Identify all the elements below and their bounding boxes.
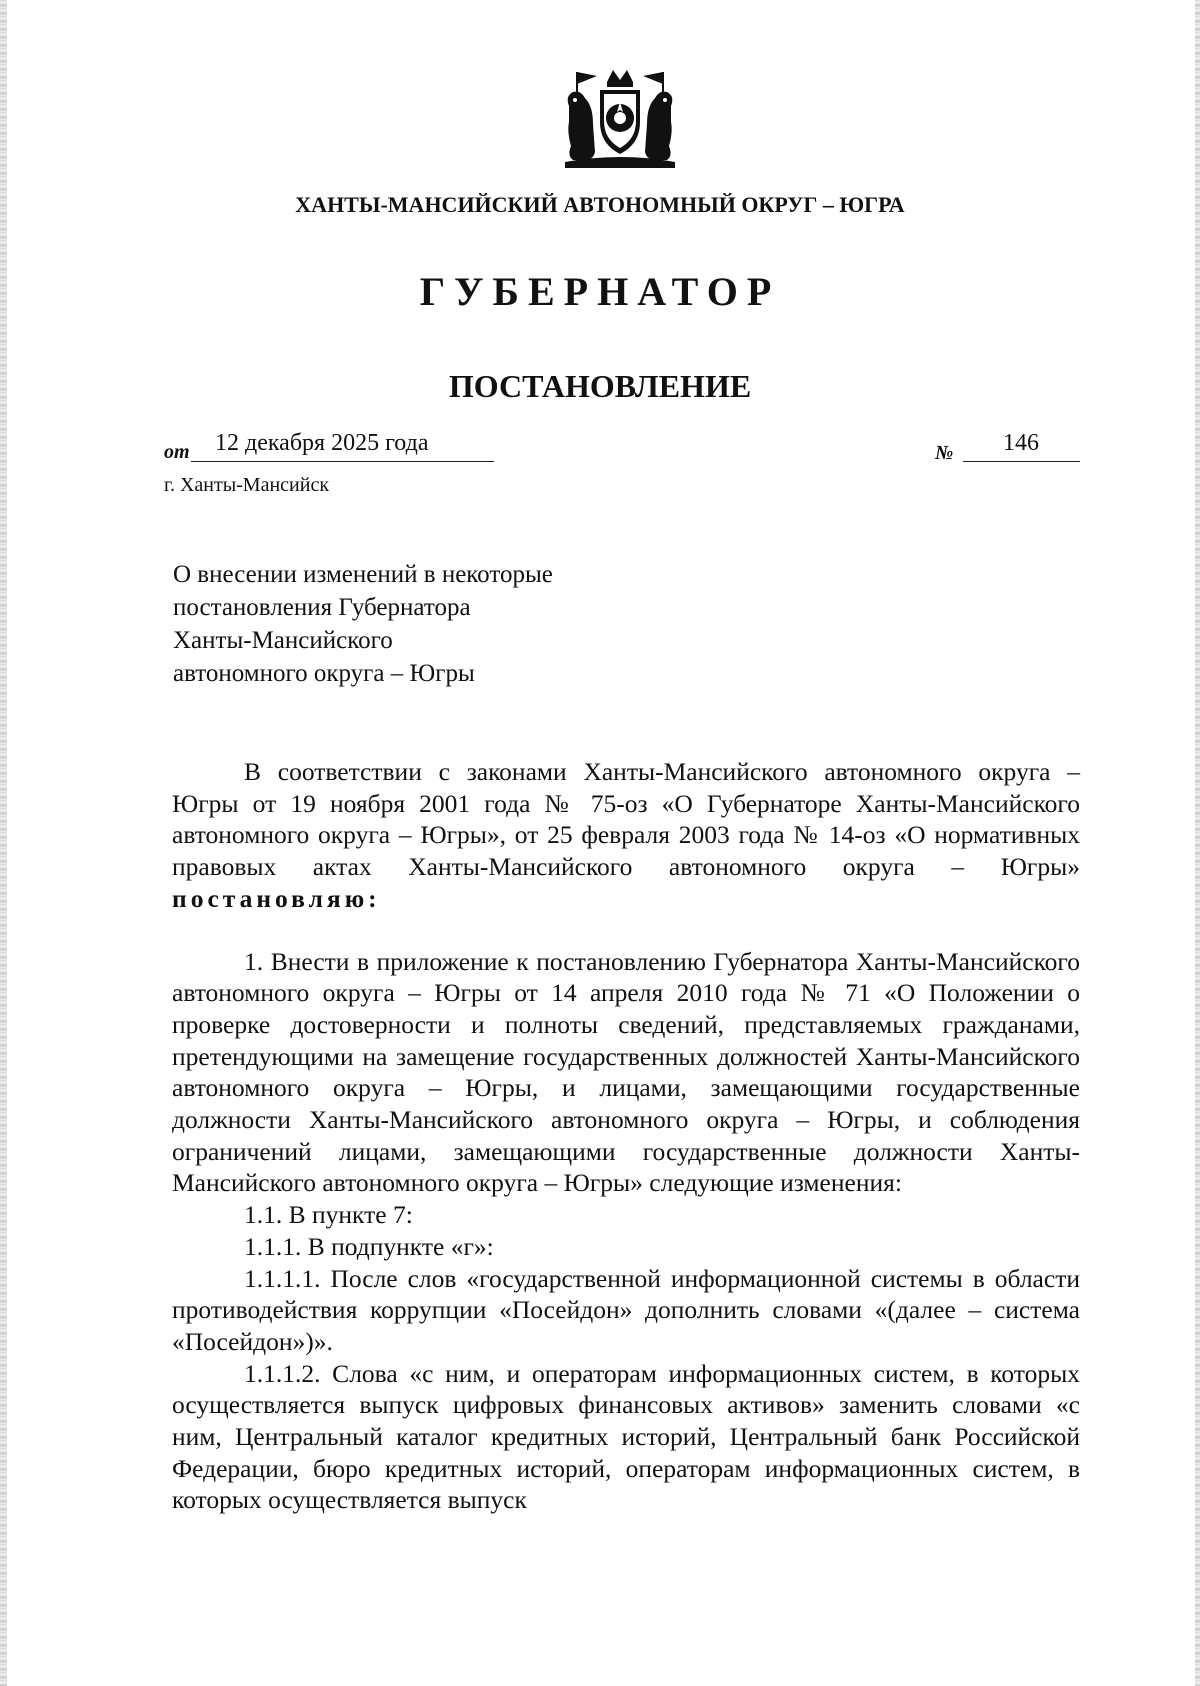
subject-line: О внесении изменений в некоторые: [173, 561, 553, 588]
clause-paragraph: 1. Внести в приложение к постановлению Губернатора Ханты-Мансийского автономного округа – Югры от 14 апреля 2010 года № 71 «О Положении о проверке достоверности и полноты сведений, представляемых гражданами, претендующими на замещение государственных должностей Ханты-Мансийского автономного округа – Югры, и лицами, замещающими государственные должности Ханты-Мансийского автономного округа – Югры, и соблюдения ограничений лицами, замещающими государственные должности Ханты-Мансийского автономного округа – Югры» следующие изменения:: [172, 946, 1080, 1198]
document-body: [172, 756, 1080, 1516]
scan-edge-left: [0, 0, 7, 1686]
subject-block: [173, 558, 553, 690]
city: г. Ханты-Мансийск: [164, 474, 330, 496]
subject-line: Ханты-Мансийского: [173, 627, 393, 654]
subject-line: постановления Губернатора: [173, 594, 471, 621]
clause-paragraph: 1.1. В пункте 7:: [244, 1200, 413, 1230]
subject-line: автономного округа – Югры: [173, 660, 475, 687]
document-type: ПОСТАНОВЛЕНИЕ: [448, 368, 752, 404]
date-value: 12 декабря 2025 года: [215, 430, 429, 456]
number-field: [963, 430, 1080, 462]
clause-paragraph: 1.1.1.1. После слов «государственной информационной системы в области противодействия коррупции «Посейдон» дополнить словами «(далее – система «Посейдон»)».: [172, 1263, 1080, 1356]
date-prefix: от: [164, 441, 190, 463]
authority-title: ГУБЕРНАТОР: [419, 269, 781, 314]
resolve-word: постановляю:: [172, 883, 381, 913]
preamble-paragraph: [172, 756, 1080, 915]
preamble-text: В соответствии с законами Ханты-Мансийского автономного округа – Югры от 19 ноября 2001 года № 75-оз «О Губернаторе Ханты-Мансийского автономного округа – Югры», от 25 февраля 2003 года № 14-оз «О нормативных правовых актах Ханты-Мансийского автономного округа – Югры»: [172, 757, 1080, 882]
number-value: 146: [1003, 430, 1039, 456]
date-field: [191, 430, 494, 462]
region-name: ХАНТЫ-МАНСИЙСКИЙ АВТОНОМНЫЙ ОКРУГ – ЮГРА: [295, 192, 905, 217]
coat-of-arms-icon: [563, 66, 677, 170]
clause-paragraph: 1.1.1. В подпункте «г»:: [244, 1231, 494, 1261]
scan-edge-right: [1195, 0, 1200, 1686]
clause-paragraph: 1.1.1.2. Слова «с ним, и операторам информационных систем, в которых осуществляется выпуск цифровых финансовых активов» заменить словами «с ним, Центральный каталог кредитных историй, Центральный банк Российской Федерации, бюро кредитных историй, операторам информационных систем, в которых осуществляется выпуск: [172, 1358, 1080, 1515]
number-prefix: №: [935, 442, 954, 464]
